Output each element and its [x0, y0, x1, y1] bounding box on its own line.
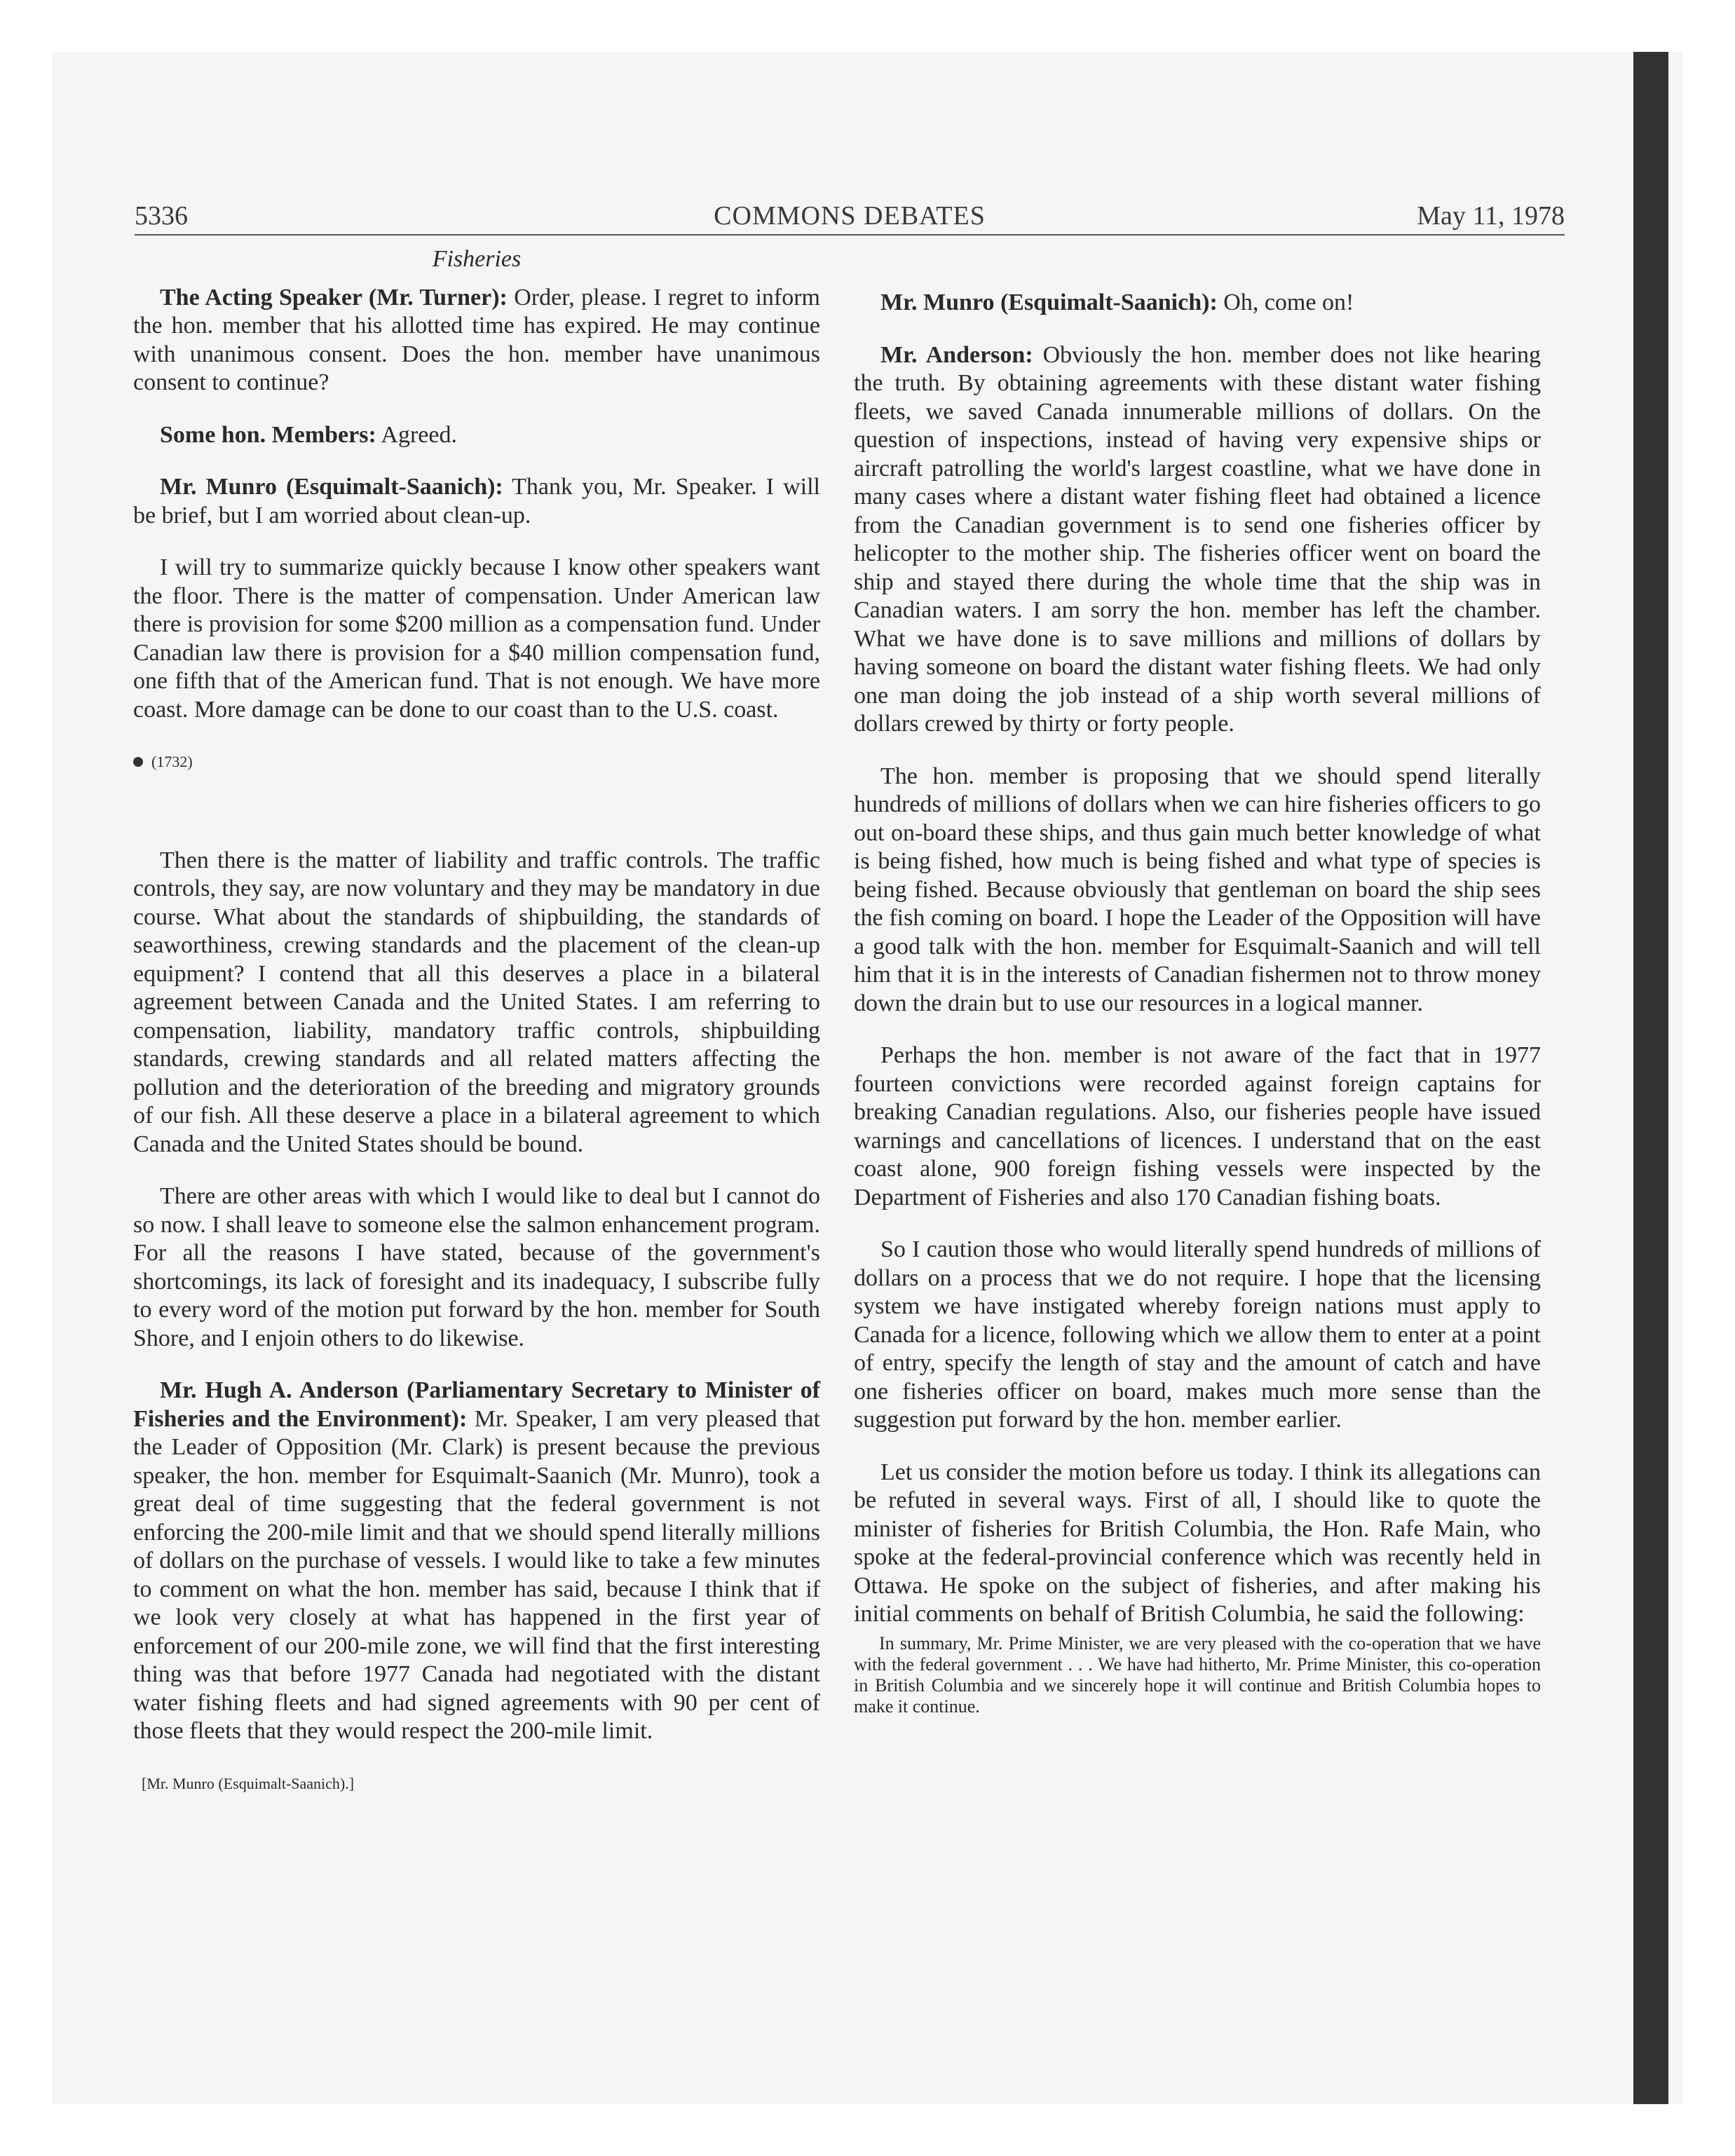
- paragraph-text: Thank you, Mr. Speaker. I will be brief, but I am worried about clean-up.: [133, 474, 821, 528]
- paragraph: [133, 473, 820, 530]
- speaker-name: Mr. Anderson:: [880, 341, 1033, 368]
- paragraph: [133, 421, 820, 450]
- scan-edge-bar: [1633, 52, 1668, 2104]
- paragraph-text: Obviously the hon. member does not like hearing the truth. By obtaining agreements with these distant water fishing fleets, we saved Canada innumerable millions of dollars. On the question of inspections, instead of having very expensive ships or aircraft patrolling the world's largest coastline, what we have done in many cases where a distant water fishing fleet had obtained a licence from the Canadian government is to send one fisheries officer by helicopter to the mother ship. The fisheries officer went on board the ship and stayed there during the whole time that the ship was in Canadian waters. I am sorry the hon. member has left the chamber. What we have done is to save millions and millions of dollars by having someone on board the distant water fishing fleets. We had only one man doing the job instead of a ship worth several millions of dollars crewed by thirty or forty people.: [854, 341, 1541, 737]
- paragraph: [133, 284, 820, 397]
- paragraph: Let us consider the motion before us today. I think its allegations can be refuted in several ways. First of all, I should like to quote the minister of fisheries for British Columbia, the Hon. Rafe Main, who spoke at the federal-provincial conference which was recently held in Ottawa. He spoke on the subject of fisheries, and after making his initial comments on behalf of British Columbia, he said the following:: [854, 1459, 1541, 1627]
- paragraph-text: Order, please. I regret to inform the hon. member that his allotted time has expired. He may continue with unanimous consent. Does the hon. member have unanimous consent to continue?: [133, 284, 820, 395]
- paragraph: I will try to summarize quickly because I know other speakers want the floor. There is the matter of compensation. Under American law there is provision for some $200 million as a compensation fund. Under Canadian law there is provision for a $40 million compensation fund, one fifth that of the American fund. That is not enough. We have more coast. More damage can be done to our coast than to the U.S. coast.: [133, 554, 820, 723]
- paragraph: The hon. member is proposing that we should spend literally hundreds of millions of dollars when we can hire fisheries officers to go out on-board these ships, and thus gain much better knowledge of what is being fished, how much is being fished and what type of species is being fished. Because obviously that gentleman on board the ship sees the fish coming on board. I hope the Leader of the Opposition will have a good talk with the hon. member for Esquimalt-Saanich and will tell him that it is in the interests of Canadian fishermen not to throw money down the drain but to use our resources in a logical manner.: [854, 763, 1541, 1016]
- paragraph: [854, 289, 1541, 318]
- paragraph: There are other areas with which I would like to deal but I cannot do so now. I shall leave to someone else the salmon enhancement program. For all the reasons I have stated, because of the government's shortcomings, its lack of foresight and its inadequacy, I subscribe fully to every word of the motion put forward by the hon. member for South Shore, and I enjoin others to do likewise.: [133, 1183, 820, 1351]
- paragraph-text: Oh, come on!: [1217, 289, 1354, 315]
- time-stamp: (1732): [151, 753, 193, 770]
- right-column: [854, 289, 1541, 1717]
- publication-title: COMMONS DEBATES: [714, 201, 986, 231]
- speaker-name: Some hon. Members:: [160, 421, 376, 448]
- bullet-icon: [133, 757, 143, 767]
- speaker-name: The Acting Speaker (Mr. Turner):: [160, 284, 508, 311]
- page-number: 5336: [135, 201, 188, 231]
- paragraph: [854, 341, 1541, 739]
- left-column: [133, 245, 820, 1798]
- continuation-note: [Mr. Munro (Esquimalt-Saanich).]: [142, 1774, 355, 1792]
- speaker-name: Mr. Munro (Esquimalt-Saanich):: [880, 289, 1218, 315]
- paragraph: [133, 1377, 820, 1746]
- speaker-name: Mr. Hugh A. Anderson (Parliamentary Secretary to Minister of Fisheries and the Environment):: [133, 1377, 820, 1432]
- time-marker: [133, 748, 820, 777]
- paragraph: So I caution those who would literally spend hundreds of millions of dollars on a process that we do not require. I hope that the licensing system we have instigated whereby foreign nations must apply to Canada for a licence, following which we allow them to enter at a point of entry, specify the length of stay and the amount of catch and have one fisheries officer on board, makes much more sense than the suggestion put forward by the hon. member earlier.: [854, 1236, 1541, 1433]
- section-title: Fisheries: [432, 246, 522, 272]
- page-date: May 11, 1978: [1417, 201, 1565, 231]
- paragraph-text: Mr. Speaker, I am very pleased that the Leader of Opposition (Mr. Clark) is present because the previous speaker, the hon. member for Esquimalt-Saanich (Mr. Munro), took a great deal of time suggesting that the federal government is not enforcing the 200-mile limit and that we should spend literally millions of dollars on the purchase of vessels. I would like to take a few minutes to comment on what the hon. member has said, because I think that if we look very closely at what has happened in the first year of enforcement of our 200-mile zone, we will find that the first interesting thing was that before 1977 Canada had negotiated with the distant water fishing fleets and had signed agreements with 90 per cent of those fleets that they would respect the 200-mile limit.: [133, 1405, 821, 1744]
- page-header: [135, 192, 1565, 236]
- speaker-name: Mr. Munro (Esquimalt-Saanich):: [160, 474, 503, 500]
- paragraph: Then there is the matter of liability and traffic controls. The traffic controls, they say, are now voluntary and they may be mandatory in due course. What about the standards of shipbuilding, the standards of seaworthiness, crewing standards and the placement of the clean-up equipment? I contend that all this deserves a place in a bilateral agreement between Canada and the United States. I am referring to compensation, liability, mandatory traffic controls, shipbuilding standards, crewing standards and all related matters affecting the pollution and the deterioration of the breeding and migratory grounds of our fish. All these deserve a place in a bilateral agreement to which Canada and the United States should be bound.: [133, 847, 820, 1157]
- paragraph: Perhaps the hon. member is not aware of the fact that in 1977 fourteen convictions were recorded against foreign captains for breaking Canadian regulations. Also, our fisheries people have issued warnings and cancellations of licences. I understand that on the east coast alone, 900 foreign fishing vessels were inspected by the Department of Fisheries and also 170 Canadian fishing boats.: [854, 1042, 1541, 1210]
- paragraph-text: Agreed.: [376, 421, 457, 448]
- block-quote: In summary, Mr. Prime Minister, we are very pleased with the co-operation that we have with the federal government . . . We have had hitherto, Mr. Prime Minister, this co-operation in British Columbia and we sincerely hope it will continue and British Columbia hopes to make it continue.: [854, 1632, 1541, 1717]
